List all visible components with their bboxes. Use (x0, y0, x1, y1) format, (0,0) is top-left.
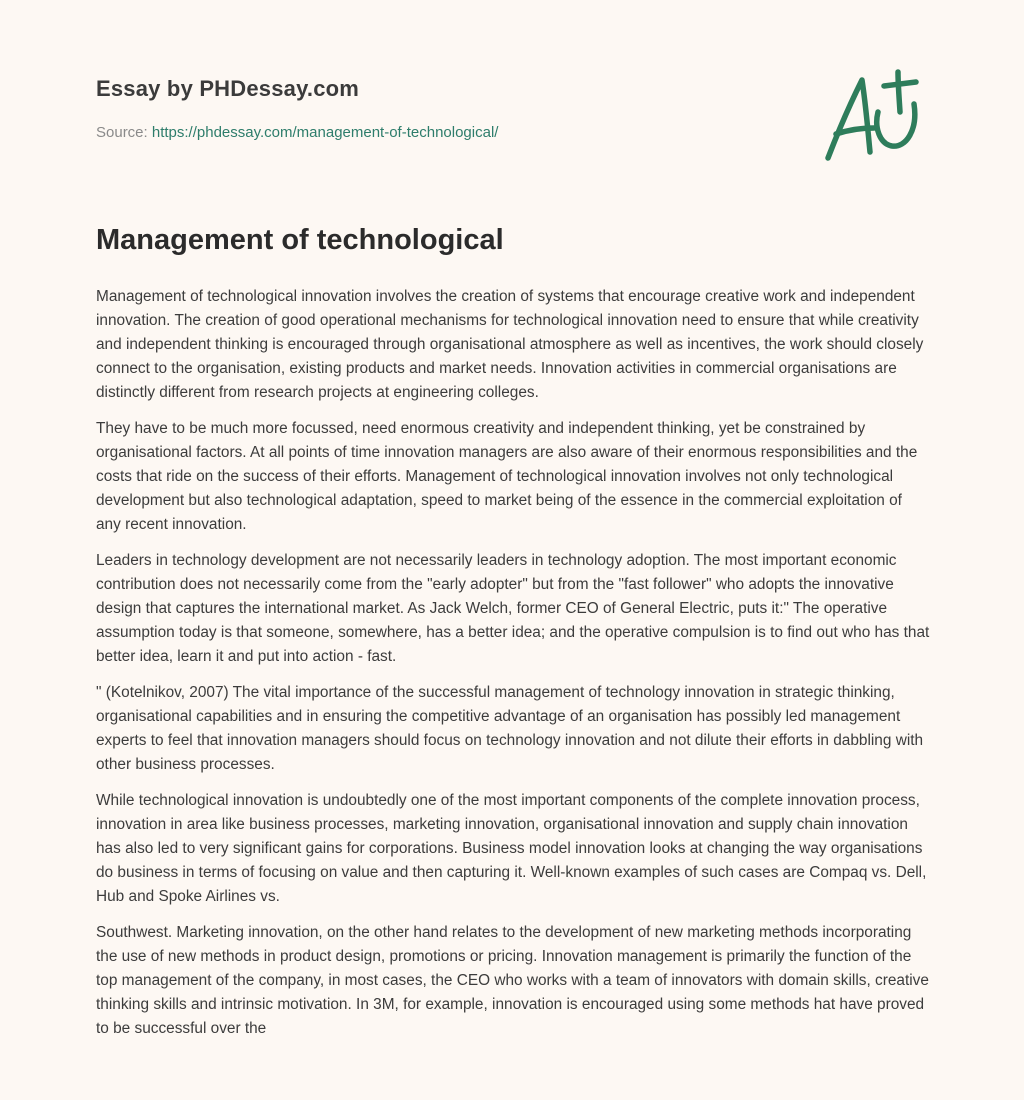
source-link[interactable]: https://phdessay.com/management-of-technological/ (151, 124, 499, 141)
source-line (96, 124, 498, 141)
source-label: Source: (96, 124, 148, 141)
essay-paragraph: Leaders in technology development are not necessarily leaders in technology adoption. The most important economic contribution does not necessarily come from the "early adopter" but from the "fast follower" who adopts the innovative design that captures the international market. As Jack Welch, former CEO of General Electric, puts it:" The operative assumption today is that someone, somewhere, has a better idea; and the operative compulsion is to find out who has that better idea, learn it and put into action - fast. (96, 552, 930, 665)
essay-paragraph: While technological innovation is undoubtedly one of the most important components of the complete innovation process, innovation in area like business processes, marketing innovation, organisational innovation and supply chain innovation has also led to very significant gains for corporations. Business model innovation looks at changing the way organisations do business in terms of focusing on value and then capturing it. Well-known examples of such cases are Compaq vs. Dell, Hub and Spoke Airlines vs. (96, 792, 927, 905)
essay-paragraph: They have to be much more focussed, need enormous creativity and independent thinking, yet be constrained by organisational factors. At all points of time innovation managers are also aware of their enormous responsibilities and the costs that ride on the success of their efforts. Management of technological innovation involves not only technological development but also technological adaptation, speed to market being of the essence in the commercial exploitation of any recent innovation. (96, 420, 918, 533)
essay-paragraph: Southwest. Marketing innovation, on the other hand relates to the development of new marketing methods incorporating the use of new methods in product design, promotions or pricing. Innovation management is primarily the function of the top management of the company, in most cases, the CEO who works with a team of innovators with domain skills, creative thinking skills and intrinsic motivation. In 3M, for example, innovation is encouraged using some methods hat have proved to be successful over the (96, 924, 929, 1037)
essay-paragraph: " (Kotelnikov, 2007) The vital importance of the successful management of technology innovation in strategic thinking, organisational capabilities and in ensuring the competitive advantage of an organisation has possibly led management experts to feel that innovation managers should focus on technology innovation and not dilute their efforts in dabbling with other business processes. (96, 684, 924, 773)
essay-paragraph: Management of technological innovation involves the creation of systems that encourage creative work and independent innovation. The creation of good operational mechanisms for technological innovation need to ensure that while creativity and independent thinking is encouraged through organisational atmosphere as well as incentives, the work should closely connect to the organisation, existing products and market needs. Innovation activities in commercial organisations are distinctly different from research projects at engineering colleges. (96, 288, 924, 401)
site-brand: Essay by PHDessay.com (96, 76, 360, 101)
essay-body (96, 285, 931, 1053)
essay-title: Management of technological (96, 224, 504, 256)
a-plus-logo-icon (822, 68, 930, 168)
